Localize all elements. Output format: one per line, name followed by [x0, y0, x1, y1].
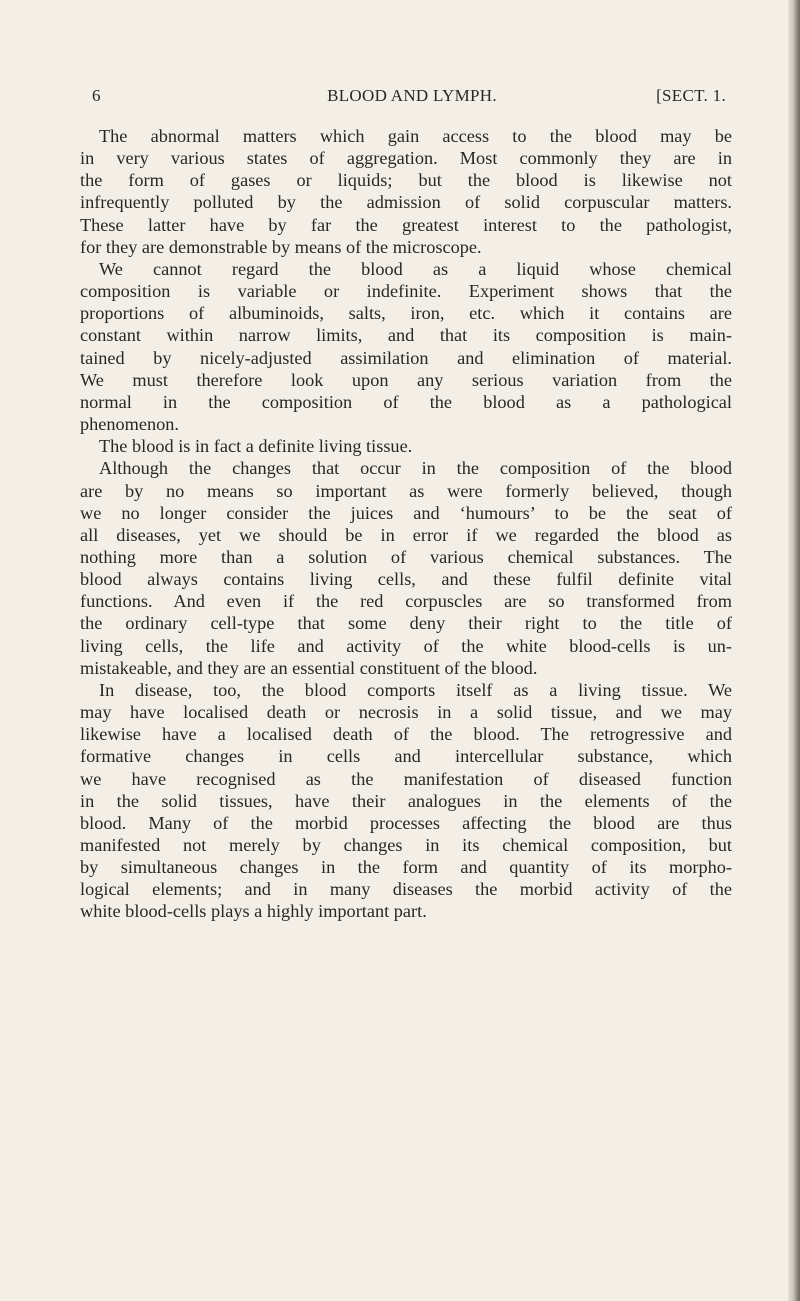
- running-title: BLOOD AND LYMPH.: [327, 86, 497, 105]
- page-number: 6: [92, 86, 101, 105]
- text-line: are by no means so important as were formerly believed, though: [80, 480, 732, 501]
- body-text: [80, 125, 732, 923]
- text-line: the form of gases or liquids; but the blood is likewise not: [80, 170, 732, 191]
- text-line: for they are demonstrable by means of the microscope.: [80, 236, 482, 257]
- text-line: living cells, the life and activity of the white blood-cells is un-: [80, 635, 732, 656]
- text-line: functions. And even if the red corpuscles are so transformed from: [80, 591, 732, 612]
- text-line: These latter have by far the greatest interest to the pathologist,: [80, 214, 732, 235]
- text-line: logical elements; and in many diseases the morbid activity of the: [80, 879, 732, 900]
- text-line: The blood is in fact a definite living tissue.: [99, 436, 413, 457]
- text-line: Although the changes that occur in the composition of the blood: [99, 458, 732, 479]
- text-line: manifested not merely by changes in its chemical composition, but: [80, 835, 732, 855]
- text-line: We cannot regard the blood as a liquid whose chemical: [99, 258, 732, 279]
- text-line: blood. Many of the morbid processes affecting the blood are thus: [80, 812, 732, 833]
- text-line: may have localised death or necrosis in a solid tissue, and we may: [80, 702, 732, 723]
- text-line: We must therefore look upon any serious variation from the: [80, 369, 732, 390]
- text-line: The abnormal matters which gain access to the blood may be: [99, 126, 732, 146]
- text-line: nothing more than a solution of various chemical substances. The: [80, 546, 732, 567]
- text-line: proportions of albuminoids, salts, iron, etc. which it contains are: [80, 303, 732, 324]
- page-edge-shadow: [788, 0, 800, 1301]
- text-line: infrequently polluted by the admission of solid corpuscular matters.: [80, 192, 732, 213]
- text-line: likewise have a localised death of the blood. The retrogressive and: [80, 724, 732, 745]
- text-line: the ordinary cell-type that some deny their right to the title of: [80, 613, 732, 634]
- text-line: In disease, too, the blood comports itself as a living tissue. We: [99, 679, 732, 700]
- text-line: we no longer consider the juices and ‘humours’ to be the seat of: [80, 502, 732, 523]
- text-line: blood always contains living cells, and these fulfil definite vital: [80, 569, 732, 590]
- text-line: constant within narrow limits, and that its composition is main-: [80, 325, 732, 346]
- text-line: we have recognised as the manifestation of diseased function: [80, 768, 732, 789]
- text-line: normal in the composition of the blood as a pathological: [80, 391, 732, 412]
- text-line: white blood-cells plays a highly important part.: [80, 901, 427, 922]
- text-line: composition is variable or indefinite. Experiment shows that the: [80, 281, 732, 302]
- text-line: in the solid tissues, have their analogues in the elements of the: [80, 790, 732, 811]
- text-line: tained by nicely-adjusted assimilation and elimination of material.: [80, 347, 732, 368]
- text-line: phenomenon.: [80, 414, 180, 435]
- text-line: mistakeable, and they are an essential constituent of the blood.: [80, 657, 538, 678]
- running-header: [92, 86, 732, 110]
- text-line: all diseases, yet we should be in error if we regarded the blood as: [80, 524, 732, 545]
- section-label: [SECT. 1.: [656, 86, 726, 105]
- text-line: in very various states of aggregation. Most commonly they are in: [80, 148, 732, 169]
- text-line: formative changes in cells and intercellular substance, which: [80, 746, 732, 767]
- text-line: by simultaneous changes in the form and quantity of its morpho-: [80, 857, 732, 878]
